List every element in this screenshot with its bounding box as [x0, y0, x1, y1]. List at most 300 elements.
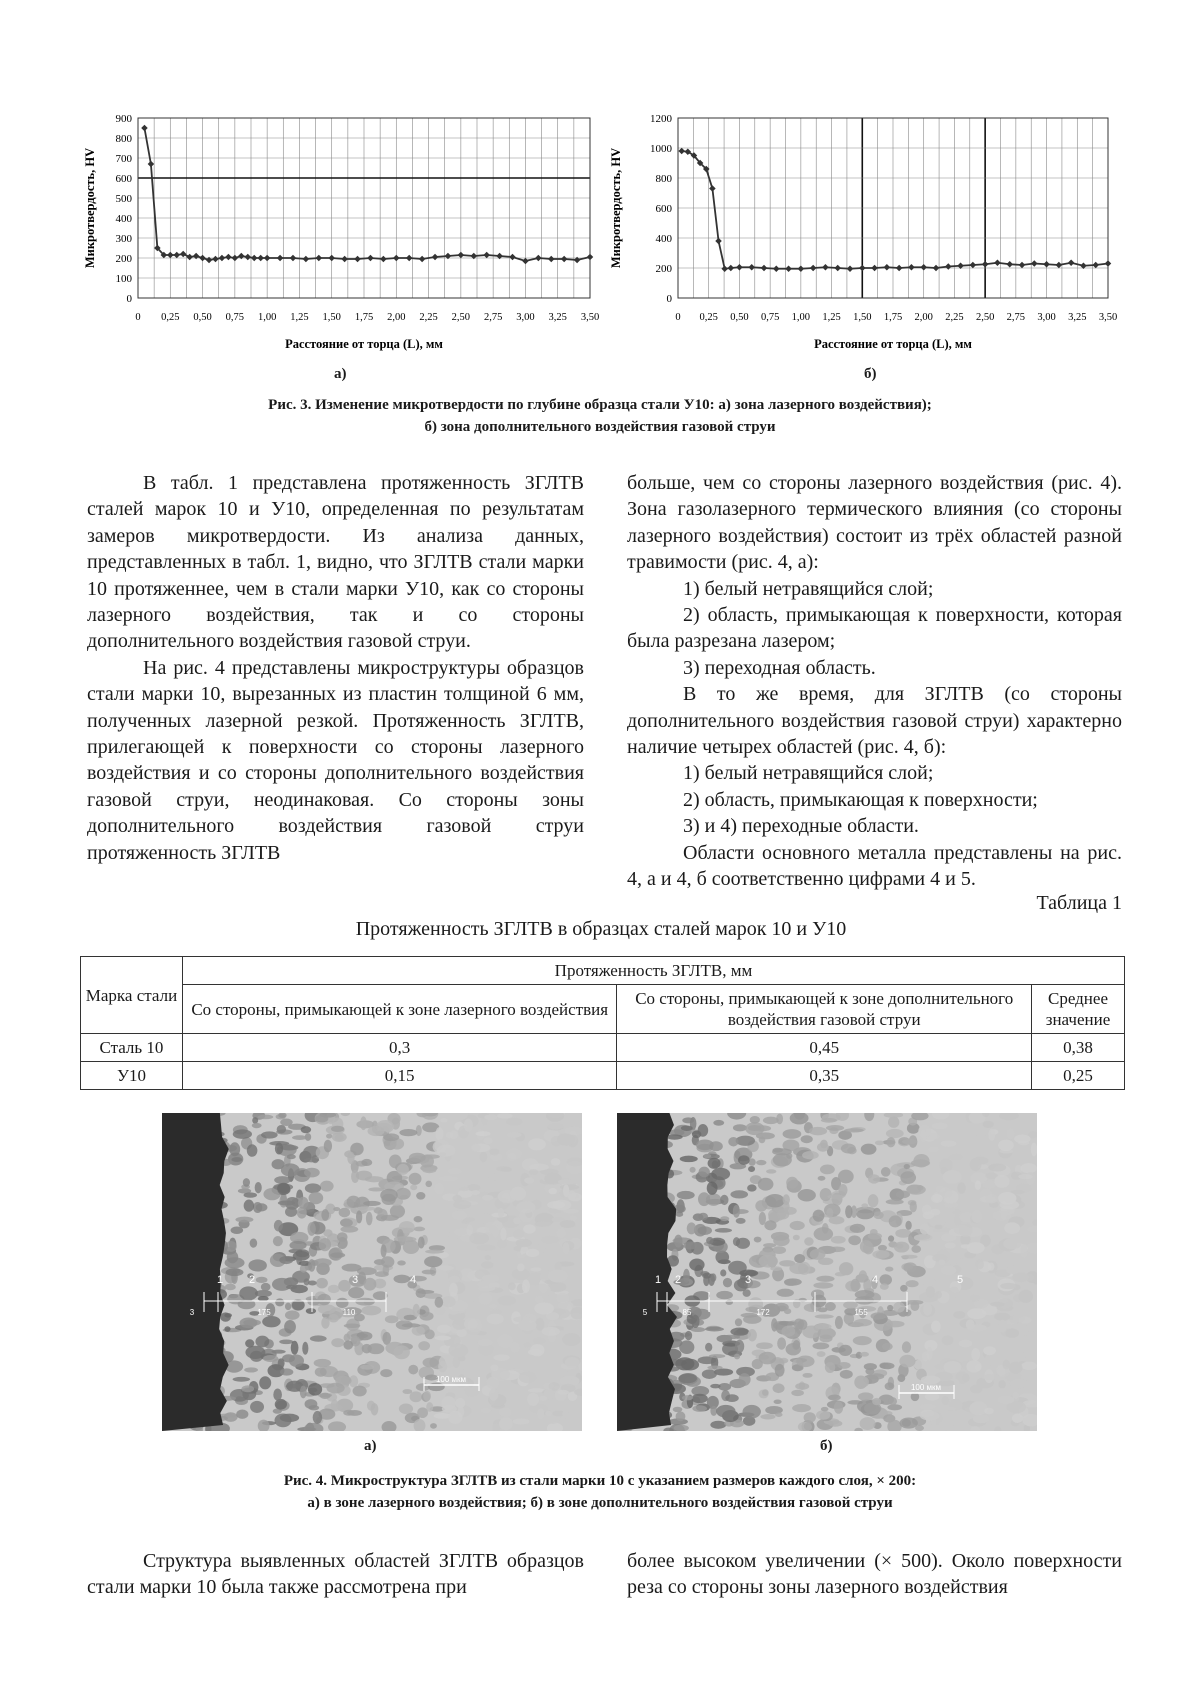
grain [786, 1177, 798, 1189]
cell-avg: 0,25 [1032, 1062, 1125, 1090]
grain [317, 1294, 330, 1306]
grain [541, 1236, 558, 1244]
x-tick-label: 2,75 [1006, 312, 1026, 323]
grain [938, 1259, 945, 1265]
grain [498, 1208, 504, 1218]
x-tick-label: 0 [135, 312, 141, 323]
data-point [148, 161, 155, 168]
grain [506, 1148, 521, 1159]
grain [309, 1192, 324, 1204]
grain [794, 1254, 805, 1263]
chart-a [82, 110, 600, 360]
grain [691, 1327, 706, 1332]
grain [791, 1390, 804, 1396]
grain [941, 1233, 956, 1241]
grain [446, 1132, 454, 1138]
grain [698, 1124, 709, 1137]
grain [784, 1308, 791, 1314]
grain [913, 1154, 929, 1168]
grain [397, 1260, 406, 1265]
data-point [933, 265, 940, 272]
grain [414, 1216, 423, 1222]
data-table [80, 956, 1125, 1090]
grain [517, 1263, 525, 1271]
grain [545, 1411, 551, 1416]
grain [702, 1273, 712, 1279]
cell-grade: У10 [81, 1062, 183, 1090]
grain [494, 1354, 510, 1361]
grain [481, 1408, 491, 1413]
grain [342, 1264, 362, 1272]
grain [736, 1238, 750, 1249]
grain [710, 1384, 720, 1389]
data-point [587, 254, 594, 261]
grain [375, 1271, 389, 1277]
grain [687, 1222, 697, 1234]
data-point [535, 255, 542, 262]
grain [319, 1263, 327, 1271]
header-gas: Со стороны, примыкающей к зоне дополнительного воздействия газовой струи [617, 985, 1032, 1034]
list-item: 1) белый нетравящийся слой; [683, 762, 934, 785]
grain [558, 1179, 576, 1184]
grain [707, 1366, 722, 1370]
grain [850, 1224, 865, 1233]
grain [256, 1277, 268, 1283]
y-tick-label: 600 [115, 173, 132, 185]
data-point [785, 265, 792, 272]
grain [333, 1207, 340, 1211]
x-tick-label: 2,00 [914, 312, 933, 323]
grain [258, 1296, 269, 1301]
grain [453, 1200, 471, 1209]
grain [497, 1239, 507, 1248]
grain [915, 1425, 924, 1431]
grain [954, 1225, 970, 1235]
paragraph: Структура выявленных областей ЗГЛТВ образцов стали марки 10 была также рассмотрена при [87, 1550, 584, 1599]
paragraph: В то же время, для ЗГЛТВ (со стороны дополнительного воздействия газовой струи) характерно наличие четырех областей (рис. 4, б): [627, 683, 1122, 759]
grain [682, 1117, 694, 1123]
y-tick-label: 800 [115, 133, 132, 145]
zone-label: 2 [675, 1274, 682, 1286]
grain [827, 1195, 844, 1199]
fig3-caption-line1: Рис. 3. Изменение микротвердости по глубине образца стали У10: а) зона лазерного воздействия); [268, 397, 932, 413]
grain [381, 1244, 387, 1257]
data-point [678, 148, 685, 155]
grain [679, 1340, 694, 1354]
grain [278, 1358, 285, 1368]
y-tick-label: 100 [115, 273, 132, 285]
grain [289, 1241, 306, 1250]
grain [886, 1199, 904, 1204]
grain [773, 1383, 785, 1393]
grain [839, 1345, 853, 1356]
grain [331, 1126, 344, 1132]
text-column-left-bottom [87, 1548, 584, 1601]
grain [759, 1352, 776, 1365]
table-row [81, 1062, 1125, 1090]
grain [452, 1211, 467, 1220]
grain [347, 1196, 361, 1208]
grain [397, 1164, 409, 1175]
grain [888, 1117, 899, 1128]
grain [943, 1170, 962, 1184]
grain [681, 1126, 693, 1131]
grain [760, 1414, 775, 1419]
grain [970, 1158, 982, 1171]
grain [698, 1226, 712, 1235]
grain [336, 1298, 349, 1308]
grain [326, 1134, 332, 1139]
grain [519, 1372, 537, 1384]
grain [786, 1343, 801, 1355]
data-point [380, 256, 387, 263]
grain [542, 1327, 560, 1336]
grain [243, 1178, 250, 1187]
grain [795, 1383, 809, 1390]
data-point [920, 264, 927, 271]
grain [920, 1411, 940, 1420]
grain [735, 1318, 742, 1326]
fig3-label-b: б) [864, 366, 877, 382]
grain [304, 1158, 319, 1163]
grain [568, 1191, 576, 1201]
table-label: Таблица 1 [1036, 892, 1122, 914]
list-item: 3) и 4) переходные области. [683, 815, 919, 838]
zone-label: 3 [352, 1274, 359, 1286]
x-tick-label: 3,25 [1068, 312, 1087, 323]
grain [902, 1139, 917, 1144]
grain [720, 1269, 726, 1276]
cell-avg: 0,38 [1032, 1034, 1125, 1062]
grain [535, 1221, 551, 1227]
grain [1004, 1222, 1020, 1234]
grain [298, 1197, 309, 1209]
grain [858, 1392, 874, 1400]
grain [677, 1191, 695, 1199]
cell-grade: Сталь 10 [81, 1034, 183, 1062]
data-point [393, 255, 400, 262]
grain [783, 1129, 802, 1139]
grain [409, 1173, 422, 1185]
grain [449, 1283, 458, 1297]
grain [900, 1285, 908, 1292]
data-point [264, 255, 271, 262]
data-point [773, 265, 780, 272]
data-point [225, 254, 232, 261]
grain [332, 1132, 347, 1142]
grain [835, 1272, 846, 1276]
grain [859, 1270, 867, 1280]
grain [279, 1339, 293, 1344]
grain [515, 1239, 531, 1248]
grain [464, 1318, 478, 1330]
grain [899, 1355, 915, 1368]
grain [408, 1365, 418, 1375]
data-point [945, 263, 952, 270]
grain [931, 1320, 941, 1332]
zone-label: 1 [217, 1274, 224, 1286]
grain [513, 1418, 530, 1424]
data-point [1056, 262, 1063, 269]
grain [943, 1197, 955, 1203]
grain [841, 1144, 856, 1154]
x-tick-label: 0 [675, 312, 681, 323]
grain [361, 1159, 372, 1166]
grain [922, 1277, 935, 1286]
y-tick-label: 400 [655, 233, 672, 245]
grain [308, 1405, 319, 1410]
grain [361, 1306, 381, 1316]
grain [792, 1404, 811, 1412]
grain [524, 1177, 534, 1183]
grain [1014, 1135, 1030, 1144]
grain [231, 1227, 244, 1234]
grain [526, 1249, 539, 1257]
grain [868, 1194, 879, 1207]
dimension-label: 110 [342, 1308, 356, 1317]
grain [711, 1168, 730, 1180]
grain [825, 1362, 836, 1373]
grain [1013, 1314, 1025, 1322]
grain [425, 1181, 432, 1187]
data-point [1031, 260, 1038, 267]
grain [953, 1311, 965, 1319]
grain [820, 1188, 832, 1201]
grain [319, 1238, 331, 1251]
grain [906, 1280, 919, 1287]
grain [923, 1303, 932, 1316]
grain [911, 1245, 921, 1253]
grain [766, 1169, 776, 1173]
grain [715, 1228, 732, 1233]
data-point [994, 259, 1001, 266]
data-point [1105, 260, 1112, 267]
header-span: Протяженность ЗГЛТВ, мм [182, 957, 1124, 985]
grain [289, 1355, 304, 1367]
grain [1009, 1362, 1023, 1374]
grain [320, 1181, 334, 1192]
grain [508, 1282, 516, 1290]
data-point [798, 265, 805, 272]
grain [710, 1273, 716, 1282]
grain [666, 1134, 682, 1139]
cell-gas: 0,45 [617, 1034, 1032, 1062]
table-row [81, 1034, 1125, 1062]
grain [683, 1241, 698, 1249]
grain [275, 1142, 283, 1154]
grain [1018, 1290, 1033, 1303]
grain [676, 1411, 686, 1421]
grain [828, 1420, 842, 1426]
grain [1006, 1266, 1019, 1274]
grain [478, 1339, 493, 1346]
grain [709, 1354, 726, 1358]
grain [759, 1255, 779, 1268]
grain [901, 1255, 918, 1259]
grain [318, 1304, 336, 1314]
data-point [522, 258, 529, 265]
grain [716, 1405, 735, 1418]
grain [321, 1209, 329, 1221]
header-grade: Марка стали [81, 957, 183, 1034]
data-point [316, 255, 323, 262]
grain [355, 1298, 375, 1306]
data-point [728, 265, 735, 272]
grain [804, 1412, 816, 1423]
grain [703, 1154, 711, 1159]
grain [976, 1260, 984, 1270]
grain [920, 1129, 927, 1142]
grain [284, 1320, 296, 1334]
grain [402, 1323, 421, 1327]
grain [292, 1135, 307, 1140]
grain [556, 1229, 565, 1238]
grain [967, 1308, 986, 1319]
grain [794, 1318, 804, 1329]
grain [837, 1362, 850, 1369]
grain [305, 1183, 321, 1193]
grain [331, 1399, 339, 1411]
grain [245, 1346, 265, 1359]
grain [239, 1318, 257, 1329]
grain [507, 1132, 522, 1137]
grain [903, 1262, 917, 1272]
grain [367, 1343, 384, 1354]
grain [558, 1301, 573, 1310]
grain [356, 1206, 376, 1211]
grain [736, 1218, 746, 1224]
grain [306, 1308, 316, 1314]
grain [942, 1396, 950, 1405]
grain [1003, 1360, 1010, 1370]
grain [971, 1210, 982, 1223]
grain [533, 1337, 545, 1344]
y-tick-label: 0 [126, 293, 132, 305]
grain [981, 1374, 999, 1380]
grain [441, 1296, 455, 1307]
grain [976, 1127, 986, 1139]
list-item: 2) область, примыкающая к поверхности; [683, 788, 1038, 811]
grain [245, 1339, 254, 1347]
data-point [884, 264, 891, 271]
grain [548, 1188, 557, 1195]
grain [705, 1343, 712, 1352]
grain [328, 1285, 340, 1293]
grain [813, 1282, 833, 1288]
grain [802, 1151, 819, 1159]
grain [759, 1136, 766, 1143]
grain [488, 1173, 502, 1180]
grain [495, 1255, 505, 1263]
data-point [212, 256, 219, 263]
x-tick-label: 2,50 [451, 312, 471, 323]
x-tick-label: 1,00 [791, 312, 811, 323]
dimension-label: 172 [756, 1308, 770, 1317]
grain [285, 1303, 291, 1311]
grain [692, 1405, 707, 1412]
grain [347, 1152, 354, 1165]
grain [826, 1208, 833, 1218]
grain [825, 1302, 836, 1311]
grain [478, 1286, 495, 1291]
grain [734, 1354, 740, 1360]
data-point [141, 125, 148, 132]
grain [983, 1346, 996, 1355]
grain [777, 1337, 786, 1349]
grain [534, 1302, 554, 1314]
grain [548, 1270, 568, 1283]
grain [699, 1167, 710, 1178]
grain [726, 1300, 733, 1305]
grain [233, 1129, 252, 1139]
grain [356, 1171, 372, 1181]
grain [557, 1390, 569, 1395]
data-point [859, 265, 866, 272]
grain [277, 1125, 286, 1133]
grain [250, 1401, 264, 1413]
data-point [748, 264, 755, 271]
grain [860, 1240, 873, 1253]
grain [900, 1171, 916, 1184]
x-tick-label: 1,00 [257, 312, 277, 323]
grain [886, 1129, 904, 1138]
grain [690, 1167, 696, 1173]
grain [817, 1143, 829, 1152]
grain [307, 1222, 315, 1236]
data-point [715, 238, 722, 245]
grain [816, 1276, 834, 1282]
grain [781, 1326, 795, 1337]
grain [449, 1344, 469, 1358]
grain [970, 1294, 980, 1301]
grain [368, 1187, 384, 1191]
x-tick-label: 1,75 [354, 312, 374, 323]
paragraph: больше, чем со стороны лазерного воздействия (рис. 4). Зона газолазерного термического влияния (со стороны лазерного воздействия) состоит из трёх областей разной травимости (рис. 4, а): [627, 472, 1122, 574]
data-point [1043, 261, 1050, 268]
grain [1000, 1283, 1017, 1289]
grain [872, 1398, 881, 1405]
grain [501, 1167, 512, 1171]
grain [885, 1382, 895, 1390]
dimension-label: 155 [854, 1308, 868, 1317]
paragraph: На рис. 4 представлены микроструктуры образцов стали марки 10, вырезанных из пластин толщиной 6 мм, полученных лазерной резкой. Протяженность ЗГЛТВ, прилегающей к поверхности со стороны лазерного воздействия и со стороны дополнительного воздействия газовой струи, неодинаковая. Со стороны зоны дополнительного воздействия газовой струи протяженность ЗГЛТВ [87, 656, 584, 864]
grain [485, 1255, 491, 1260]
grain [229, 1142, 240, 1156]
grain [887, 1305, 893, 1311]
grain [812, 1342, 829, 1349]
grain [1024, 1350, 1034, 1359]
list-item: 2) область, примыкающая к поверхности, которая была разрезана лазером; [627, 604, 1122, 653]
grain [416, 1192, 425, 1200]
grain [831, 1236, 846, 1244]
grain [513, 1217, 520, 1224]
grain [499, 1417, 513, 1430]
text-column-left [87, 470, 584, 866]
zone-label: 3 [745, 1274, 752, 1286]
grain [316, 1278, 328, 1289]
chart-b [608, 110, 1118, 360]
grain [698, 1192, 710, 1206]
grain [360, 1365, 374, 1370]
grain [816, 1410, 830, 1420]
grain [728, 1137, 738, 1146]
grain [796, 1356, 814, 1368]
y-tick-label: 400 [115, 213, 132, 225]
list-item: 1) белый нетравящийся слой; [683, 577, 934, 600]
grain [1010, 1379, 1029, 1388]
grain [818, 1176, 826, 1181]
grain [291, 1341, 299, 1355]
